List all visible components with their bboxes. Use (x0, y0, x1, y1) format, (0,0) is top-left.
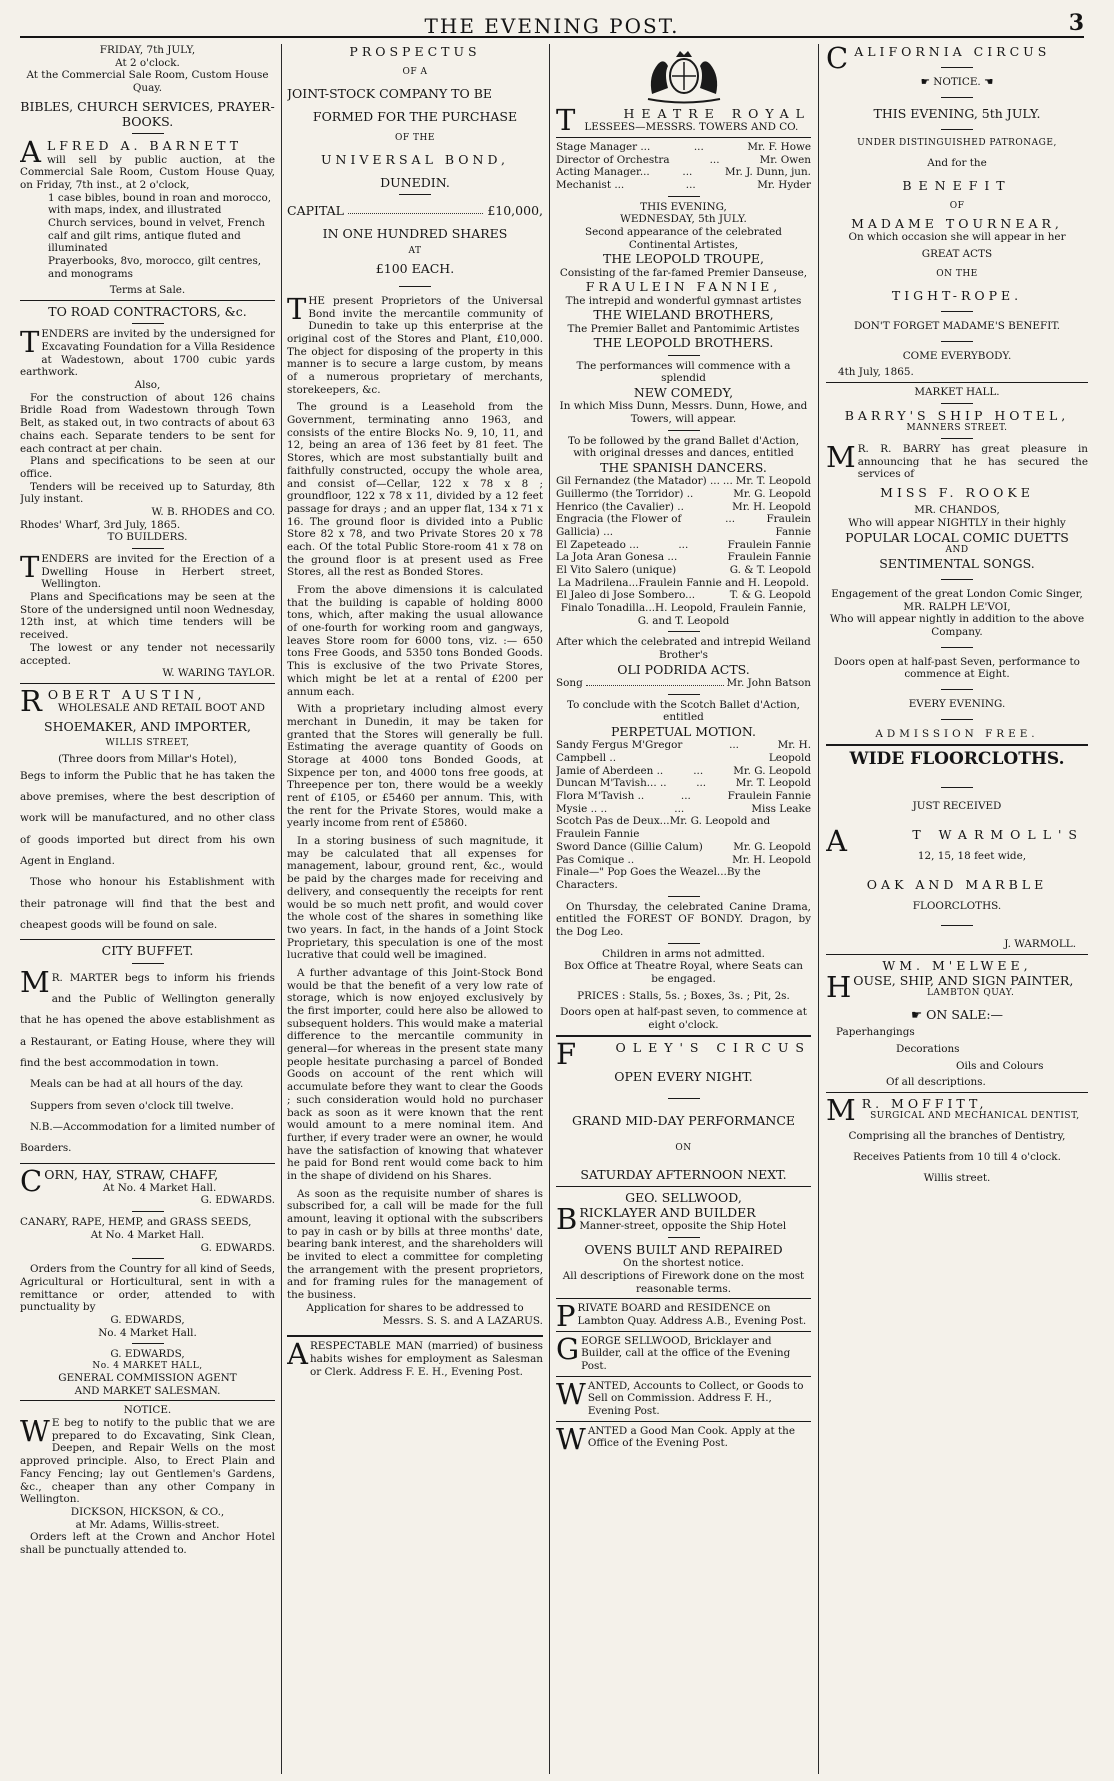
circus-great-acts: GREAT ACTS (921, 248, 993, 260)
cast2-finale: Finale—" Pop Goes the Weazel...By the Characters. (556, 866, 761, 891)
floorcloths-signature: J. WARMOLL. (1004, 937, 1076, 950)
cast-row (556, 539, 811, 552)
theatre-thursday: On Thursday, the celebrated Canine Drama, entitled the FOREST OF BONDY. Dragon, by the Dog Leo. (556, 900, 811, 938)
cast-name: Mr. H. Leopold (768, 739, 811, 764)
cast-role: Mysie .. .. (556, 802, 608, 815)
wanted-cook-ad: WANTED a Good Man Cook. Apply at the Office of the Evening Post. (556, 1421, 796, 1456)
buffet-heading: CITY BUFFET. (101, 943, 194, 959)
bond-para-7: As soon as the requisite number of shares is subscribed for, a call will be made for the full amount, leaving it optional with the subscribers to pay in cash or by bills at three months' date, bearing bank interest, and the shareholders will be invited to elect a committee for completing the arrangement with the present proprietors, and for framing rules for the management of the business. (287, 1187, 543, 1302)
foley-saturday: SATURDAY AFTERNOON NEXT. (580, 1167, 787, 1183)
theatre-date: WEDNESDAY, 5th JULY. (620, 213, 747, 226)
road-heading: TO ROAD CONTRACTORS, &c. (48, 304, 247, 320)
wanted-accounts-ad: WANTED, Accounts to Collect, or Goods to Sell on Commission. Address F. H., Evening Post. (556, 1376, 804, 1418)
circus-tight-rope: TIGHT-ROPE. (891, 287, 1023, 303)
cast-dots (676, 564, 729, 577)
agent-line-2: No. 4 MARKET HALL, (92, 1361, 203, 1372)
cast-role: Flora M'Tavish .. (556, 790, 645, 803)
moffitt-street: Willis street. (923, 1171, 991, 1184)
austin-line-4: (Three doors from Millar's Hotel), (58, 753, 237, 766)
theatre-consisting: Consisting of the far-famed Premier Danseuse, (559, 266, 808, 279)
masthead (20, 10, 1084, 38)
prospectus-dunedin: DUNEDIN. (380, 174, 450, 190)
sellwood-trade: BRICKLAYER AND BUILDER (556, 1201, 756, 1236)
cast-role: Duncan M'Tavish... .. (556, 777, 667, 790)
road-para-2: For the construction of about 126 chains Bridle Road from Wadestown through Town Belt, as staked out, in two contracts of about 63 chains each. Separate tenders to be sent for each contract at per chain. (20, 391, 275, 455)
cast-dots: ... (678, 538, 689, 551)
barry-heading: BARRY'S SHIP HOTEL, (844, 407, 1070, 423)
cast2-sword: Sword Dance (Gillie Calum) Mr. G. Leopold (556, 840, 811, 853)
road-signature: W. B. RHODES and CO. (151, 505, 275, 518)
mcelwee-name: WM. M'ELWEE, (882, 957, 1032, 973)
shares-line-1: IN ONE HUNDRED SHARES (322, 226, 508, 242)
builders-signature: W. WARING TAYLOR. (162, 667, 275, 680)
circus-forthe: And for the (927, 157, 987, 170)
sellwood-address: Manner-street, opposite the Ship Hotel (579, 1220, 787, 1233)
market-hall-heading: MARKET HALL. (914, 385, 1000, 398)
orders-signature-1: G. EDWARDS, (110, 1313, 185, 1326)
theatre-this-evening: THIS EVENING, (640, 200, 727, 213)
cast-name: G. & T. Leopold (729, 563, 811, 576)
cast1-jaleo: El Jaleo di Jose Sombero... T. & G. Leopold (556, 589, 811, 602)
mcelwee-item-1: Paperhangings (836, 1026, 915, 1039)
mcelwee-sale-line: ☛ ON SALE:— (910, 1006, 1004, 1022)
cast2-pas-de-deux: Scotch Pas de Deux...Mr. G. Leopold and Fraulein Fannie (556, 815, 771, 841)
prospectus-line-5: OF THE (395, 132, 435, 143)
cast-row (556, 765, 811, 778)
corn-signature: G. EDWARDS. (200, 1194, 275, 1207)
theatre-comedy-cast: In which Miss Dunn, Messrs. Dunn, Howe, and Towers, will appear. (559, 400, 808, 425)
orders-para: Orders from the Country for all kind of Seeds, Agricultural or Horticultural, sent in with a remittance or order, attended to with punctuality by (20, 1263, 275, 1314)
road-para-3: Plans and specifications to be seen at our office. (20, 455, 275, 480)
cast-role: Gil Fernandez (the Matador) ... (556, 475, 720, 488)
agent-line-4: AND MARKET SALESMAN. (74, 1384, 221, 1397)
cast-role: Stage Manager ... (556, 140, 651, 153)
theatre-followed: To be followed by the grand Ballet d'Action, with original dresses and dances, entitled (567, 434, 800, 460)
cast-name: Mr. J. Dunn, jun. (725, 166, 811, 179)
cast-role: Director of Orchestra (556, 153, 670, 166)
notice-signature-2: at Mr. Adams, Willis-street. (75, 1518, 220, 1531)
theatre-after: After which the celebrated and intrepid Weiland Brother's (556, 636, 811, 662)
theatre-premier: The Premier Ballet and Pantomimic Artistes (567, 322, 800, 335)
cast-name: Mr. Owen (759, 153, 811, 166)
theatre-intrepid: The intrepid and wonderful gymnast artistes (565, 294, 802, 307)
column-1 (20, 44, 275, 1774)
theatre-prices: PRICES : Stalls, 5s. ; Boxes, 3s. ; Pit, 2s. (577, 989, 790, 1002)
agent-line-3: GENERAL COMMISSION AGENT (58, 1372, 237, 1385)
theatre-comedy: NEW COMEDY, (633, 384, 734, 400)
buffet-para-3: Suppers from seven o'clock till twelve. (30, 1099, 234, 1112)
circus-patronage: UNDER DISTINGUISHED PATRONAGE, (857, 138, 1057, 149)
bond-para-3: From the above dimensions it is calculated that the building is capable of holding 8000 tons, which, after making the usual allowance of one-fourth for working room and gangways, leaves Store room for 6000 tons, viz. :— 650 tons Free Goods, and 5350 tons Bonded Goods. This is exclusive of the two Private Stores, which might be let at a rental of £200 per annum each. (287, 584, 543, 698)
cast-name: Mr. G. Leopold (733, 764, 811, 777)
barry-levoi: MR. RALPH LE'VOI, (903, 600, 1011, 613)
notice-heading: NOTICE. (123, 1404, 172, 1417)
cast-dots: ... (674, 802, 685, 815)
mcelwee-item-3: Oils and Colours (956, 1059, 1044, 1072)
cast-role: Engracia (the Flower of Gallicia) ... (556, 513, 682, 538)
austin-line-1: WHOLESALE AND RETAIL BOOT AND (57, 702, 265, 715)
barry-nightly: Who will appear NIGHTLY in their highly (848, 516, 1066, 529)
cast-dots: ... (729, 739, 739, 752)
mcelwee-item-4: Of all descriptions. (886, 1076, 986, 1089)
cast-row (556, 141, 811, 154)
circus-date: 4th July, 1865. (838, 366, 914, 379)
prospectus-bond: UNIVERSAL BOND, (321, 151, 509, 167)
theatre-commence: The performances will commence with a splendid (576, 359, 791, 385)
prospectus-of-a: OF A (402, 67, 428, 78)
cast-row (556, 739, 811, 764)
bond-para-2: The ground is a Leasehold from the Government, terminating anno 1963, and consists of the entire Blocks No. 9, 10, 11, and 12, being an area of 136 feet by 81 feet. The Stores, which are most substantially built and faithfully constructed, occupy the whole area, and consist of—Cellar, 122 x 78 x 8 ; groundfloor, 122 x 78 x 11, divided by a 12 feet passage for drays ; and an upper flat, 134 x 71 x 16. The ground floor is divided into a Public Store 82 x 78, and two Private Stores 20 x 78 each. Of the total Public Store-room 41 x 78 on the ground floor is at present used as Free Stores, all the rest as Bonded Stores. (287, 401, 543, 579)
foley-on: ON (675, 1142, 692, 1153)
prospectus-line-4: FORMED FOR THE PURCHASE (312, 109, 518, 125)
cast1-madrilena: La Madrilena...Fraulein Fannie and H. Leopold. (557, 576, 810, 589)
terms: Terms at Sale. (109, 284, 186, 297)
cast-role: Sandy Fergus M'Gregor Campbell .. (556, 739, 683, 764)
canary-line-1: At No. 4 Market Hall. (90, 1228, 205, 1241)
cast-name: Fraulein Fannie (727, 538, 811, 551)
cast-dots (684, 501, 732, 514)
barry-para: MR. R. BARRY has great pleasure in announcing that he has secured the services of (826, 439, 1088, 481)
cast-name: Mr. Hyder (757, 179, 811, 191)
cast-dots (677, 551, 727, 564)
corn-heading: CORN, HAY, STRAW, CHAFF, (20, 1163, 219, 1198)
floorcloths-floor: FLOORCLOTHS. (912, 900, 1002, 913)
cast-name: Fraulein Fannie (727, 790, 811, 803)
foley-heading: FOLEY'S CIRCUS (556, 1036, 811, 1071)
floorcloths-warmoll: AT WARMOLL'S (826, 823, 1084, 858)
auction-date: FRIDAY, 7th JULY, (99, 44, 196, 56)
sellwood-notice: On the shortest notice. (623, 1257, 744, 1270)
cast-dots (693, 488, 733, 501)
barry-sentimental: SENTIMENTAL SONGS. (879, 555, 1035, 571)
road-para-1: TENDERS are invited by the undersigned for Excavating Foundation for a Villa Residence at Wadestown, about 1700 cubic yards earthwork. (20, 325, 275, 379)
cast-row (556, 790, 811, 803)
builders-para-1: TENDERS are invited for the Erection of a Dwelling House in Herbert street, Wellington. (20, 550, 275, 591)
cast-role: Jamie of Aberdeen .. (556, 764, 664, 777)
notice-signature-1: DICKSON, HICKSON, & CO., (70, 1505, 225, 1518)
column-rule (818, 44, 819, 1774)
theatre-lessees: LESSEES—MESSRS. TOWERS AND CO. (584, 121, 799, 134)
cast-dots: ... (693, 140, 704, 153)
barry-doors: Doors open at half-past Seven, performance to commence at Eight. (834, 655, 1080, 681)
circus-notice-line (826, 76, 1088, 89)
theatre-children: Children in arms not admitted. (602, 947, 765, 960)
mcelwee-street: LAMBTON QUAY. (926, 988, 1015, 999)
barnett-name: ALFRED A. BARNETT (20, 135, 243, 170)
barnett-text: will sell by public auction, at the Commercial Sale Room, Custom House Quay, on Friday, 7th inst., at 2 o'clock, (20, 153, 275, 191)
buffet-para-4: N.B.—Accommodation for a limited number of Boarders. (20, 1120, 275, 1155)
barry-admission: ADMISSION FREE. (875, 727, 1039, 740)
theatre-perpetual: PERPETUAL MOTION. (611, 724, 756, 740)
page-number: 3 (1068, 10, 1084, 36)
circus-notice: NOTICE. (933, 76, 981, 89)
buffet-para-1: MR. MARTER begs to inform his friends and the Public of Wellington generally that he has opened the above establishment as a Restaurant, or Eating House, where they will find the best accommodation in town. (20, 964, 275, 1069)
builders-para-2: Plans and Specifications may be seen at the Store of the undersigned until noon Wednesday, 12th inst, at which time tenders will be received. (20, 591, 275, 642)
barry-who: Who will appear nightly in addition to the above Company. (829, 613, 1085, 639)
bibles-heading: BIBLES, CHURCH SERVICES, PRAYER-BOOKS. (20, 98, 275, 129)
column-4 (826, 44, 1088, 1774)
canary-signature: G. EDWARDS. (200, 1241, 275, 1254)
column-3 (556, 44, 811, 1774)
theatre-troupe: THE LEOPOLD TROUPE, (602, 251, 764, 267)
theatre-fannie: FRAULEIN FANNIE, (585, 279, 782, 295)
buffet-para-2: Meals can be had at all hours of the day. (30, 1078, 244, 1091)
pointing-hand-icon: ☚ (984, 76, 994, 89)
cast-row (556, 513, 811, 538)
sellwood-heading: GEO. SELLWOOD, (625, 1189, 742, 1205)
circus-forget: DON'T FORGET MADAME'S BENEFIT. (853, 319, 1061, 332)
mcelwee-item-2: Decorations (896, 1042, 960, 1055)
circus-of: OF (949, 201, 965, 212)
austin-para-1: Begs to inform the Public that he has taken the above premises, where the best description of work will be manufactured, and no other class of goods imported but direct from his own Agent in England. (20, 769, 275, 868)
scotch-cast-list (556, 739, 811, 815)
road-para-4: Tenders will be received up to Saturday, 8th July instant. (20, 480, 275, 506)
cast-row (556, 179, 811, 192)
cast-role: Mechanist ... (556, 179, 625, 191)
cast-role: La Jota Aran Gonesa ... (556, 551, 678, 564)
pointing-hand-icon: ☛ (920, 76, 930, 89)
floorcloths-heading: WIDE FLOORCLOTHS. (849, 748, 1065, 769)
bond-para-8: Application for shares to be addressed to (306, 1301, 524, 1314)
lot-2: Church services, bound in velvet, French calf and gilt rims, antique fluted and illuminated (48, 216, 265, 255)
lot-1: 1 case bibles, bound in roan and morocco, with maps, index, and illustrated (48, 191, 272, 217)
barry-chandos: MR. CHANDOS, (914, 504, 1000, 517)
moffitt-branches: Comprising all the branches of Dentistry, (848, 1130, 1066, 1143)
cast-name: Mr. G. Leopold (733, 487, 811, 500)
cast-dots: ... (693, 764, 704, 777)
cast-dots: ... (685, 179, 696, 191)
theatre-wieland: THE WIELAND BROTHERS, (593, 307, 774, 323)
barry-every-evening: EVERY EVENING. (908, 698, 1006, 711)
austin-line-3: WILLIS STREET, (105, 738, 190, 749)
sellwood-ovens: OVENS BUILT AND REPAIRED (584, 1241, 783, 1257)
theatre-song: Song Mr. John Batson (556, 677, 811, 689)
cast-row (556, 551, 811, 564)
capital-line: CAPITAL £10,000, (287, 203, 543, 219)
theatre-leopold-brothers: THE LEOPOLD BROTHERS. (593, 335, 774, 351)
austin-para-2: Those who honour his Establishment with their patronage will find that the best and cheapest goods will be found on sale. (20, 876, 275, 932)
respectable-man-ad: ARESPECTABLE MAN (married) of business habits wishes for employment as Salesman or Clerk. Address F. E. H., Evening Post. (287, 1337, 543, 1378)
theatre-doors: Doors open at half-past seven, to commence at eight o'clock. (560, 1006, 807, 1032)
royal-crest-icon (634, 44, 734, 106)
notice-para: WE beg to notify to the public that we are prepared to do Excavating, Sink Clean, Deepen, and Repair Wells on the most approved principle. Also, to Erect Plain and Fancy Fencing; lay out Gentlemen's Gardens, &c., cheaper than any other Company in Wellington. (20, 1414, 275, 1506)
cast2-pas-comique: Pas Comique .. Mr. H. Leopold (556, 853, 811, 866)
floorcloths-sizes: 12, 15, 18 feet wide, (917, 850, 1027, 863)
cast-role: El Zapeteado ... (556, 538, 640, 551)
cast-row (556, 154, 811, 167)
auction-time: At 2 o'clock. (115, 56, 180, 69)
cast-name: Mr. H. Leopold (732, 500, 811, 513)
cast-dots: ... (709, 153, 720, 166)
circus-come: COME EVERYBODY. (902, 349, 1012, 362)
theatre-staff-list (556, 141, 811, 192)
circus-occasion: On which occasion she will appear in her (848, 231, 1066, 244)
auction-place: At the Commercial Sale Room, Custom House Quay. (26, 69, 269, 95)
cast-name: Fraulein Fannie (727, 551, 811, 564)
builders-para-3: The lowest or any tender not necessarily accepted. (20, 641, 275, 667)
circus-evening: THIS EVENING, 5th JULY. (873, 105, 1041, 121)
bond-para-1: THE present Proprietors of the Universal Bond invite the mercantile community of Dunedin to take up this enterprise at the original cost of the Stores and Plant, £10,000. The object for disposing of the property in this manner is to secure a large custom, by means of a numerous proprietary of merchants, storekeepers, &c. (287, 291, 543, 396)
moffitt-title: SURGICAL AND MECHANICAL DENTIST, (870, 1111, 1080, 1122)
foley-open: OPEN EVERY NIGHT. (614, 1069, 753, 1084)
cast-role: El Vito Salero (unique) (556, 563, 677, 576)
circus-benefit: BENEFIT (902, 177, 1012, 193)
column-rule (549, 44, 550, 1774)
cast-name: Mr. T. Leopold (735, 475, 811, 488)
theatre-heading: THEATRE ROYAL (556, 103, 811, 137)
circus-on-the: ON THE (936, 268, 978, 279)
cast-row (556, 475, 811, 488)
notice-para-2: Orders left at the Crown and Anchor Hotel shall be punctually attended to. (20, 1531, 275, 1556)
canary-heading: CANARY, RAPE, HEMP, and GRASS SEEDS, (20, 1216, 252, 1229)
cast-dots: ... (680, 790, 691, 803)
pointing-hand-icon: ☛ (910, 1006, 923, 1022)
cast-role: Henrico (the Cavalier) .. (556, 500, 684, 513)
austin-name: ROBERT AUSTIN, (20, 683, 206, 718)
theatre-conclude: To conclude with the Scotch Ballet d'Action, entitled (567, 698, 800, 724)
circus-madame: MADAME TOURNEAR, (851, 216, 1063, 232)
theatre-spanish: THE SPANISH DANCERS. (600, 459, 767, 475)
cast-row (556, 166, 811, 179)
private-board-ad: PRIVATE BOARD and RESIDENCE on Lambton Quay. Address A.B., Evening Post. (556, 1299, 807, 1334)
corn-line-1: At No. 4 Market Hall. (102, 1181, 217, 1194)
lot-3: Prayerbooks, 8vo, morocco, gilt centres, and monograms (48, 255, 262, 280)
bond-signature: Messrs. S. S. and A LAZARUS. (382, 1314, 543, 1327)
road-also: Also, (134, 379, 161, 392)
cast-dots: ... (696, 777, 707, 790)
column-2 (287, 44, 543, 1774)
austin-line-2: SHOEMAKER, AND IMPORTER, (44, 718, 251, 734)
barry-popular: POPULAR LOCAL COMIC DUETTS (845, 529, 1069, 545)
theatre-second: Second appearance of the celebrated Continental Artistes, (585, 226, 782, 251)
cast-name: Mr. F. Howe (747, 140, 811, 153)
bond-para-5: In a storing business of such magnitude, it may be calculated that all expenses for management, labour, ground rent, &c., would be paid by the charges made for receiving and delivery, and consequently the receipts for rent would be so much nett profit, and would cover the whole cost of the shares in something like two years. In fact, in the hands of a Joint Stock Proprietary, this speculation is one of the most lucrative that could well be imagined. (287, 835, 543, 962)
road-date: Rhodes' Wharf, 3rd July, 1865. (20, 518, 181, 531)
barry-engagement: Engagement of the great London Comic Singer, (831, 588, 1083, 601)
cast-row (556, 777, 811, 790)
cast-name: Miss Leake (751, 802, 811, 815)
cast-row (556, 501, 811, 514)
agent-line-1: G. EDWARDS, (110, 1348, 185, 1361)
barry-and: AND (945, 544, 969, 555)
bond-para-6: A further advantage of this Joint-Stock Bond would be that the benefit of a very low rate of storage, which is now enjoyed exclusively by the first importer, could here also be allowed to subsequent holders. This would make a material difference to the mercantile community in general—for whereas in the present state many people hesitate purchasing a parcel of Bonded Goods on account of the rent which will accumulate before they want to clear the Goods ; such consideration would hold no purchaser back as soon as it were known that the rent would amount to a mere nominal item. And further, if every trader were an owner, he would have the satisfaction of knowing that whatever he paid for Bond rent would come back to him in the shape of dividend on his Shares. (287, 966, 543, 1182)
column-rule (281, 44, 282, 1774)
bond-para-4: With a proprietary including almost every merchant in Dunedin, it may be taken for granted that the Stores will generally be full. Estimating the average quantity of Goods on Storage at 4000 tons Bonded Goods, at Sixpence per ton, and 4000 tons free goods, at Threepence per ton, there would be a weekly rent of £105, or £5460 per annum. This, with the rent for the Private Stores, would make a yearly income from rent of £5860. (287, 703, 543, 830)
moffitt-hours: Receives Patients from 10 till 4 o'clock. (853, 1150, 1061, 1163)
floorcloths-just: JUST RECEIVED (912, 800, 1002, 813)
shares-line-2: AT (408, 245, 422, 256)
newspaper-title: THE EVENING POST. (424, 14, 680, 38)
sellwood-firework: All descriptions of Firework done on the most reasonable terms. (562, 1269, 805, 1295)
barry-street: MANNERS STREET. (906, 422, 1008, 433)
prospectus-title: PROSPECTUS (349, 44, 481, 59)
cast-dots: ... (725, 513, 736, 526)
theatre-oli-podrida: OLI PODRIDA ACTS. (617, 661, 750, 677)
theatre-box-office: Box Office at Theatre Royal, where Seats can be engaged. (564, 960, 803, 985)
moffitt-name: MR. MOFFITT, (826, 1092, 988, 1127)
orders-signature-2: No. 4 Market Hall. (98, 1326, 197, 1339)
cast-row (556, 564, 811, 577)
sellwood-ad-2: GEORGE SELLWOOD, Bricklayer and Builder, call at the office of the Evening Post. (556, 1331, 791, 1372)
cast1-finalo: Finalo Tonadilla...H. Leopold, Fraulein Fannie, G. and T. Leopold (560, 602, 807, 627)
cast-role: Guillermo (the Torridor) .. (556, 487, 694, 500)
cast-name: Fraulein Fannie (766, 513, 811, 538)
barry-rooke: MISS F. ROOKE (880, 484, 1034, 500)
cast-row (556, 803, 811, 816)
shares-line-3: £100 EACH. (375, 260, 455, 276)
cast-dots: ... (682, 166, 693, 179)
foley-grand: GRAND MID-DAY PERFORMANCE (571, 1113, 796, 1129)
cast-name: Mr. T. Leopold (735, 777, 811, 790)
circus-heading: CALIFORNIA CIRCUS (826, 44, 1051, 75)
prospectus-line-3: JOINT-STOCK COMPANY TO BE (287, 86, 493, 102)
builders-heading: TO BUILDERS. (107, 531, 188, 544)
floorcloths-oak: OAK AND MARBLE (866, 876, 1048, 892)
spanish-cast-list (556, 475, 811, 577)
cast-dots: ... (722, 475, 733, 488)
mcelwee-trade: HOUSE, SHIP, AND SIGN PAINTER, (826, 969, 1074, 1004)
cast-role: Acting Manager... (556, 166, 650, 179)
cast-row (556, 488, 811, 501)
